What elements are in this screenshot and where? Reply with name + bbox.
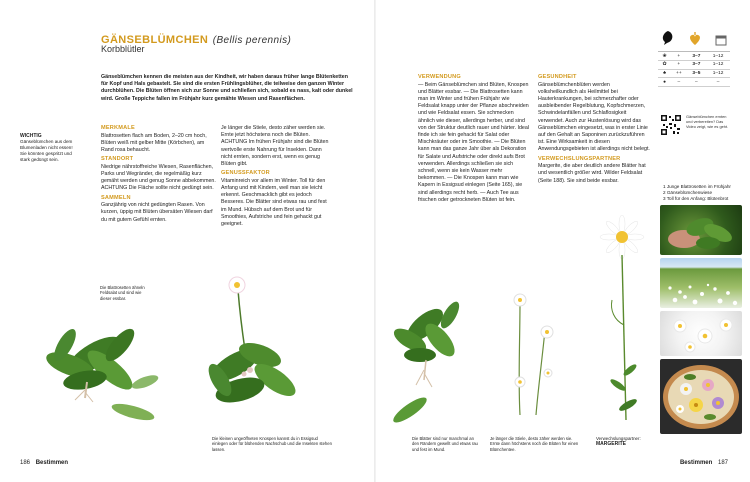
photo-list-top [663,184,743,202]
footer-right [680,460,728,466]
page-number-left: 186 [20,460,31,466]
gesundheit-column [538,74,650,185]
merkmale-heading: MERKMALE [101,125,135,131]
rating-value: + [671,52,687,61]
ratings-row [658,69,730,78]
ratings-box [658,32,730,87]
margerite-illustration [592,215,652,430]
rating-value: – [671,78,687,87]
plant-leaves-illustration [380,285,480,435]
page-number-right: 187 [717,460,728,466]
verwendung-text: — Beim Gänseblümchen sind Blüten, Knospen und Blätter essbar. — Die Blattrosetten kann man im Winter und frühen Frühjahr wie Feldsalat knapp unter der Pflanze abschneiden und wie Feldsalat essen. Sie schmecken ähnlich wie dieser, allerdings herber, und sind von der Struktur deutlich rauer und härter. Ideal finde ich sie fein gehackt für Salat oder Mischkräuter oder im Smoothie. — Die Blüten kann man das ganze Jahr über als Dekoration für Salate und Aufstriche oder direkt aufs Brot verwenden. Allerdings schließen sie sich schnell, wenn sie kein Wasser mehr bekommen. — Die Knospen kann man wie Kapern in Essigsud einlegen (Seite 165), sie sind allerdings recht herb. — Auch Tee aus frischen oder getrockneten Blüten ist fein. [418,81,530,203]
photo-flowers-white [660,311,742,356]
photo-meadow [660,258,742,308]
warning-heading: WICHTIG [20,133,42,139]
intro-text: Gänseblümchen kennen die meisten aus der Kindheit, wir haben daraus früher lange Blütenketten für Kopf und Hals gebastelt. Sie sind die ersten Frühlingsblüher, die teilweise den ganzen Winter durchblühen. Die Blüten öffnen sich zur Sonne und schließen sich, sobald es nass, kalt oder dunkel wird. Große Teppiche fallen im Frühjahr kurz gemähte Wiesen und Rasenflächen. [101,74,353,102]
merkmale-text: Blattrosetten flach am Boden, 2–20 cm hoch, Blüten weiß mit gelber Mitte (Körbchen), am Rand rosa behaucht. [101,132,207,153]
caption-rosette: Die Blattrosetten ähneln Feldsalat und sind wie dieser essbar. [100,285,145,301]
verwechslung-heading: VERWECHSLUNGSPARTNER [538,155,621,162]
book-spine [374,0,376,482]
page-subtitle: Korbblütler [101,44,145,54]
plant-rosette-illustration [25,300,165,430]
caption-margerite-name: MARGERITE [596,440,626,447]
rating-value: ++ [671,69,687,78]
rating-value: 1–12 [706,61,730,70]
rating-value: 3–5 [687,69,707,78]
ratings-row [658,78,730,87]
photo-flower-bread [660,359,742,434]
rating-value: + [671,61,687,70]
ratings-row [658,61,730,70]
gesundheit-text: Gänseblümchenblüten werden volksheilkundlich als Heilmittel bei Hauterkrankungen, bei schmerzhafter oder ausbleibender Regelblutung, Kopfschmerzen, Schwindelanfällen und Schlaflosigkeit verwendet. Auch zur Hustenlösung wird das Gänseblümchen eingesetzt, was in erster Linie auf den Gehalt an Saponinen zurückzuführen ist. Eine Wirksamkeit in diesen Anwendungsgebieten ist allerdings nicht belegt. [538,81,650,153]
verwendung-heading: VERWENDUNG [418,74,461,80]
rating-value: 3–7 [687,52,707,61]
verwechslung-text: Margerite, die aber deutlich andere Blätter hat und wesentlich größer wird. Wilder Feldsalat (Seite 188). Sie sind beide essbar. [538,163,646,184]
leaf-icon [661,30,675,51]
rating-value: – [687,78,707,87]
left-column [101,125,216,224]
blossom-icon: ✿ [658,61,671,70]
plant-flowering-illustration [190,270,320,430]
title-latin: (Bellis perennis) [212,35,292,46]
warning-text: Gänseblümchen aus dem Blumenladen nicht essen! Sie könnten gespritzt und stark gedüngt sein. [20,139,73,163]
rating-value: 1–12 [706,69,730,78]
genuss-text: Vitaminreich vor allem im Winter. Toll für den Anfang und mit Kindern, weil man sie leicht erkennt. Geschmacklich gibt es jedoch Besseres. Die Blätter sind etwas rau und fest im Mund. Hübsch auf dem Brot und für Smoothies, Aufstriche und fein gehackt gut geeignet. [221,177,327,228]
warning-box [20,133,78,163]
photo-list-item: 3 Toll für den Anfang: Blütenbrot [663,196,729,201]
standort-heading: STANDORT [101,156,134,163]
ratings-table [658,52,730,87]
caption-margerite-prefix: Verwechslungspartner: [596,436,641,441]
calendar-icon [715,33,727,51]
genuss-heading: GENUSSFAKTOR [221,170,270,177]
footer-label-right: Bestimmen [679,460,713,466]
qr-caption: Gänseblümchen ernten und verbereiten? Das Video zeigt, wie es geht. [686,114,729,129]
sammeln-text: Ganzjährig von nicht gedüngten Rasen. Von kurzen, üppig mit Blüten übersäten Wiesen darf du mit gutem Gefühl ernten. [101,202,213,223]
caption-margerite [596,436,656,447]
middle-column [221,125,331,228]
leaf-small-icon: ♣ [658,69,671,78]
rating-value: – [706,78,730,87]
caption-stems: Je länger die Stiele, desto zäher werden sie. Ernte dann höchstens noch die Blüten für einen Blümchentee. [490,436,579,452]
flower-icon: ❀ [658,52,671,61]
ratings-row [658,52,730,61]
caption-buds: Die kleinen ungeöffneten Knospen kannst du in Essigsud einlegen oder für blühenden Nachschub und die Insekten stehen lassen. [212,436,332,452]
verwendung-column [418,74,530,204]
standort-text: Niedrige nährstoffreiche Wiesen, Rasenflächen, Parks und Wegränder, die regelmäßig kurz gemäht werden und genug Sonne abbekommen. ACHTUNG Die Fläche sollte nicht gedüngt sein. [101,163,216,192]
heart-icon [689,32,701,51]
stiele-text: Je länger die Stiele, desto zäher werden sie. Ernte jetzt höchstens noch die Blüten. ACHTUNG Im frühen Frühjahr sind die Blüten wertvolle erste Nahrung für Insekten. Dann nicht ernten, sondern erst, wenn es genug Blüten gibt. [221,125,329,168]
seed-icon: ● [658,78,671,87]
plant-stems-illustration [490,290,570,430]
photo-rosette [660,205,742,255]
sammeln-heading: SAMMELN [101,194,131,201]
caption-leaves: Die Blätter sind nur manchmal an den Rändern gewellt und etwas rau und fest im Mund. [412,436,478,452]
rating-value: 3–7 [687,61,707,70]
photo-list-item: 1 Junge Blattrosetten im Frühjahr [663,184,731,189]
footer-label-left: Bestimmen [35,460,69,466]
rating-value: 1–12 [706,52,730,61]
title-main: GÄNSEBLÜMCHEN [101,34,209,46]
gesundheit-heading: GESUNDHEIT [538,74,577,80]
qr-code[interactable] [660,114,682,136]
footer-left [20,460,68,466]
photo-list-item: 2 Gänseblümchenwiese [663,190,713,195]
